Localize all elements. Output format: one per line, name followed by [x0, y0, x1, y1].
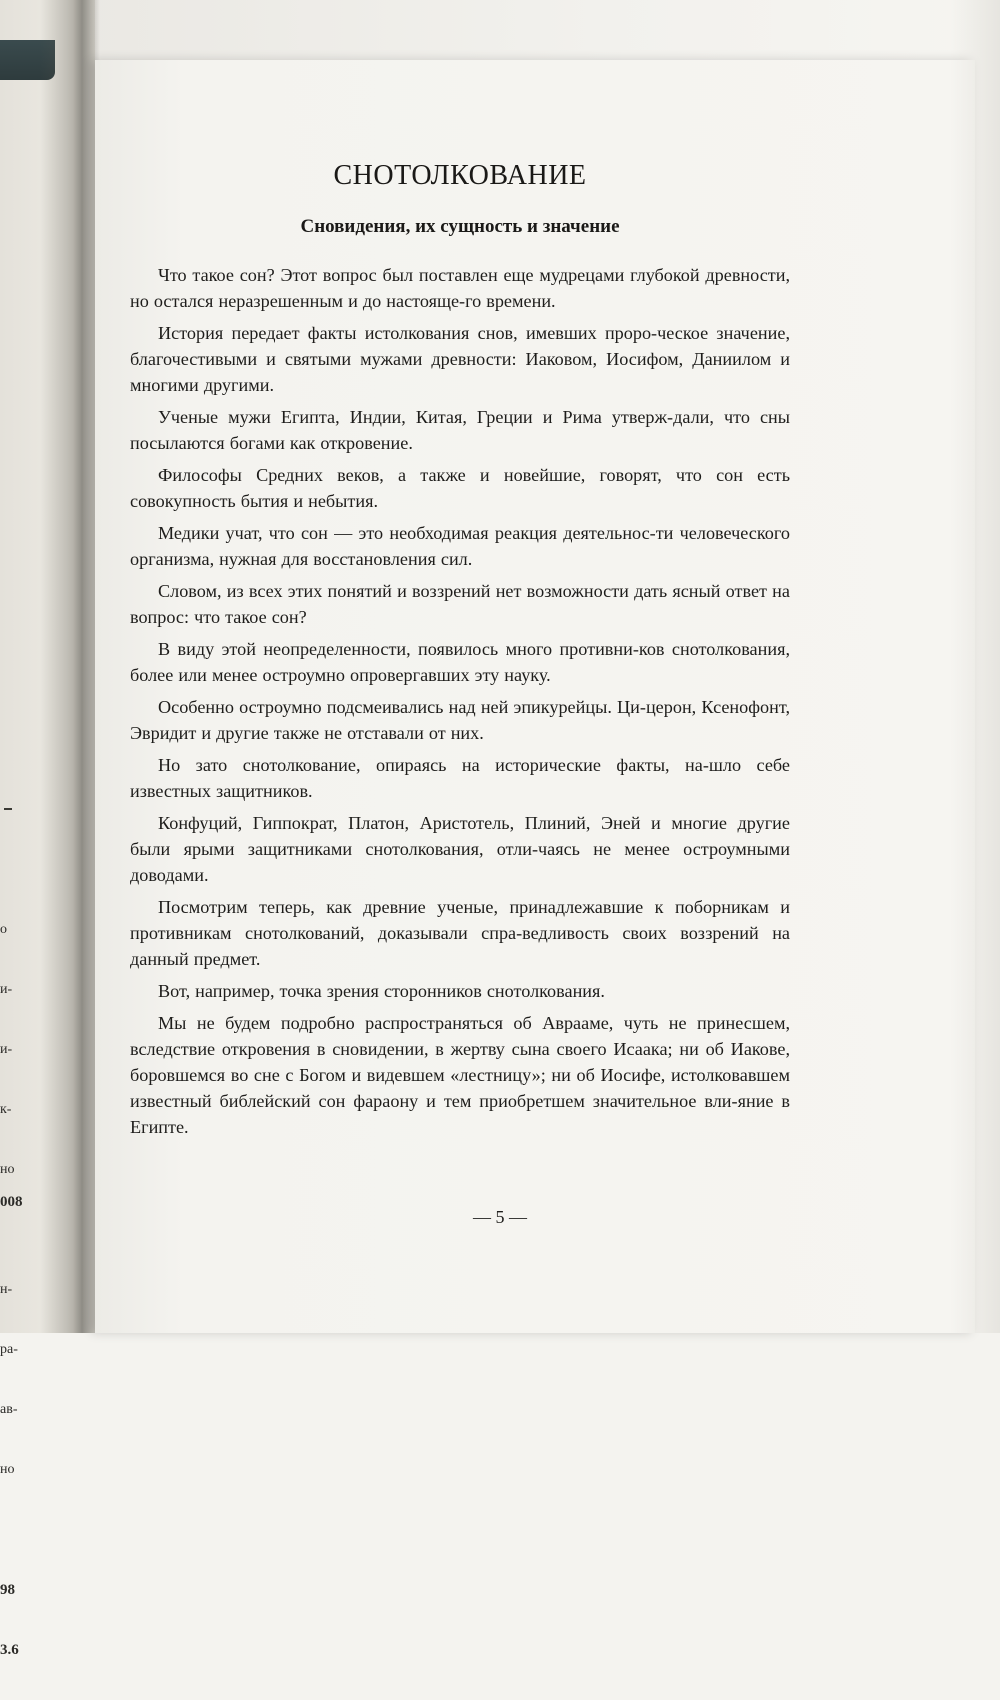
left-fragment: и- [0, 982, 13, 997]
paragraph: Медики учат, что сон — это необходимая реакция деятельнос-ти человеческого организма, нужная для восстановления сил. [130, 523, 790, 569]
left-fragment: ав- [0, 1402, 18, 1417]
left-fragment: 98 [0, 1582, 15, 1598]
paragraph: Мы не будем подробно распространяться об Аврааме, чуть не принесшем, вследствие откровения в сновидении, в жертву сына своего Исаака; ни об Иакове, боровшемся во сне с Богом и видевшем «лестницу»; ни об Иосифе, истолковавшем известный библейский сон фараону и тем приобретшем значительное вли-яние в Египте. [130, 1013, 790, 1137]
body-text [130, 262, 790, 1140]
left-bottom-fragment: 008 [0, 1194, 23, 1210]
section-title: Сновидения, их сущность и значение [300, 216, 620, 237]
left-fragment: н- [0, 1282, 13, 1297]
page-edge [950, 0, 1000, 1333]
page-number: — 5 — [473, 1207, 527, 1227]
paragraph: Философы Средних веков, а также и новейшие, говорят, что сон есть совокупность бытия и небытия. [130, 465, 790, 511]
page-content [130, 160, 790, 1146]
left-fragment [0, 1520, 40, 1540]
paragraph: Посмотрим теперь, как древние ученые, принадлежавшие к поборникам и противникам снотолкований, доказывали спра-ведливость своих воззрений на данный предмет. [130, 897, 790, 969]
left-fragment: 3.6 [0, 1642, 19, 1658]
left-fragment: ра- [0, 1342, 18, 1357]
binding-shadow [40, 0, 100, 1333]
paragraph: Конфуций, Гиппократ, Платон, Аристотель, Плиний, Эней и многие другие были ярыми защитниками снотолкования, отли-чаясь не менее остроумными доводами. [130, 813, 790, 885]
paragraph: В виду этой неопределенности, появилось много противни-ков снотолкования, более или менее остроумно опровергавших эту науку. [130, 639, 790, 685]
left-fragment: и- [0, 1042, 13, 1057]
paragraph: История передает факты истолкования снов, имевших проро-ческое значение, благочестивыми и святыми мужами древности: Иаковом, Иосифом, Даниилом и многими другими. [130, 323, 790, 395]
left-fragment: но [0, 1162, 15, 1177]
chapter-title: СНОТОЛКОВАНИЕ [333, 160, 587, 191]
left-fragment: о [0, 922, 7, 937]
left-page-dash [4, 808, 12, 810]
paragraph: Особенно остроумно подсмеивались над ней эпикурейцы. Ци-церон, Ксенофонт, Эвридит и другие также не отставали от них. [130, 697, 790, 743]
paragraph: Словом, из всех этих понятий и воззрений нет возможности дать ясный ответ на вопрос: что такое сон? [130, 581, 790, 627]
left-page-text-fragments [0, 880, 40, 1700]
paragraph: Вот, например, точка зрения сторонников снотолкования. [158, 981, 605, 1001]
left-fragment: но [0, 1462, 15, 1477]
paragraph: Но зато снотолкование, опираясь на исторические факты, на-шло себе известных защитников. [130, 755, 790, 801]
left-fragment: к- [0, 1102, 12, 1117]
paragraph: Что такое сон? Этот вопрос был поставлен еще мудрецами глубокой древности, но остался неразрешенным и до настояще-го времени. [130, 265, 790, 311]
paragraph: Ученые мужи Египта, Индии, Китая, Греции и Рима утверж-дали, что сны посылаются богами как откровение. [130, 407, 790, 453]
